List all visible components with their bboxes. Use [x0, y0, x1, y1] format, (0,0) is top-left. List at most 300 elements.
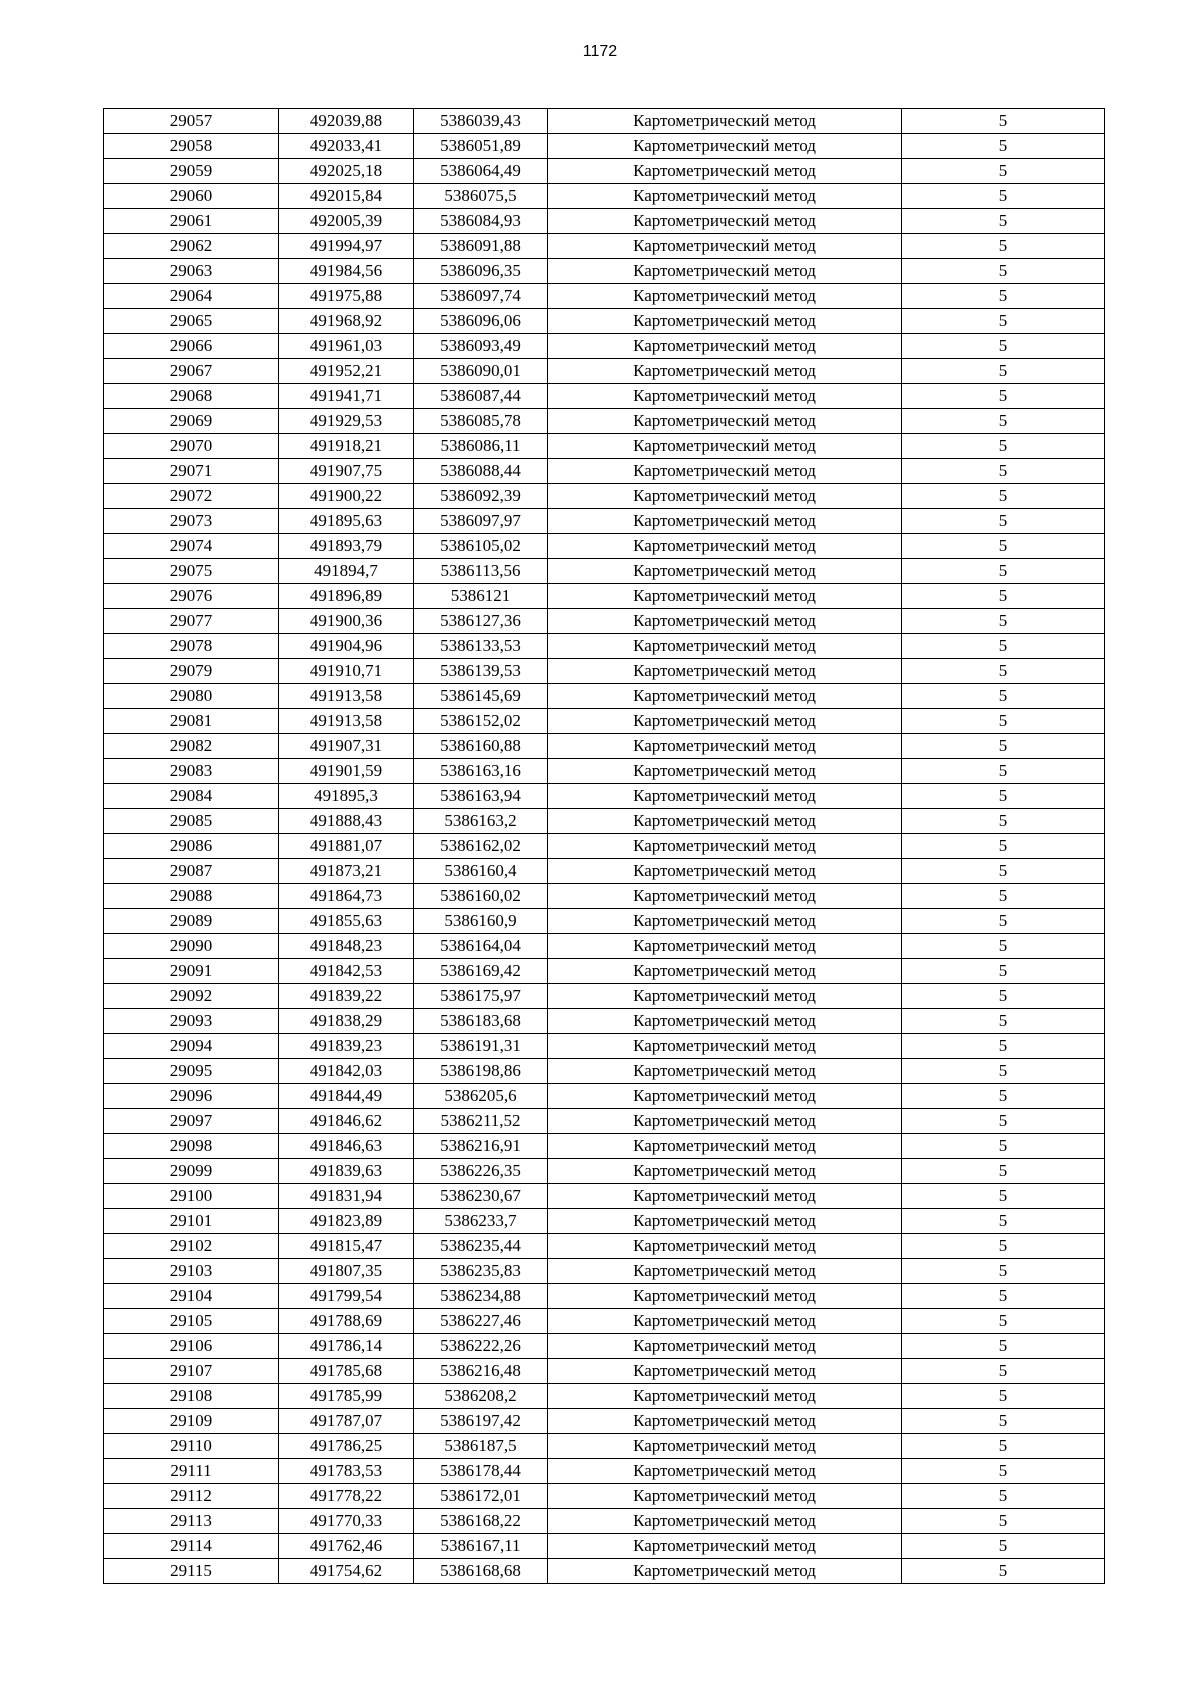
method-cell: Картометрический метод: [548, 1534, 902, 1559]
table-row: [104, 1434, 1105, 1459]
point-number-cell: 29066: [104, 334, 279, 359]
method-cell: Картометрический метод: [548, 459, 902, 484]
y-coordinate-cell: 5386096,06: [414, 309, 548, 334]
accuracy-cell: 5: [902, 1384, 1105, 1409]
x-coordinate-cell: 491839,22: [279, 984, 414, 1009]
accuracy-cell: 5: [902, 1209, 1105, 1234]
x-coordinate-cell: 491842,03: [279, 1059, 414, 1084]
y-coordinate-cell: 5386163,2: [414, 809, 548, 834]
accuracy-cell: 5: [902, 984, 1105, 1009]
y-coordinate-cell: 5386163,94: [414, 784, 548, 809]
method-cell: Картометрический метод: [548, 784, 902, 809]
x-coordinate-cell: 491901,59: [279, 759, 414, 784]
y-coordinate-cell: 5386152,02: [414, 709, 548, 734]
point-number-cell: 29084: [104, 784, 279, 809]
accuracy-cell: 5: [902, 884, 1105, 909]
accuracy-cell: 5: [902, 909, 1105, 934]
y-coordinate-cell: 5386163,16: [414, 759, 548, 784]
table-row: [104, 359, 1105, 384]
y-coordinate-cell: 5386160,4: [414, 859, 548, 884]
table-row: [104, 1134, 1105, 1159]
x-coordinate-cell: 491864,73: [279, 884, 414, 909]
point-number-cell: 29074: [104, 534, 279, 559]
x-coordinate-cell: 491896,89: [279, 584, 414, 609]
method-cell: Картометрический метод: [548, 509, 902, 534]
y-coordinate-cell: 5386092,39: [414, 484, 548, 509]
x-coordinate-cell: 491846,62: [279, 1109, 414, 1134]
accuracy-cell: 5: [902, 1034, 1105, 1059]
table-row: [104, 634, 1105, 659]
accuracy-cell: 5: [902, 209, 1105, 234]
accuracy-cell: 5: [902, 384, 1105, 409]
y-coordinate-cell: 5386211,52: [414, 1109, 548, 1134]
y-coordinate-cell: 5386075,5: [414, 184, 548, 209]
method-cell: Картометрический метод: [548, 1184, 902, 1209]
y-coordinate-cell: 5386183,68: [414, 1009, 548, 1034]
x-coordinate-cell: 491984,56: [279, 259, 414, 284]
x-coordinate-cell: 491823,89: [279, 1209, 414, 1234]
y-coordinate-cell: 5386088,44: [414, 459, 548, 484]
table-row: [104, 1084, 1105, 1109]
x-coordinate-cell: 491783,53: [279, 1459, 414, 1484]
accuracy-cell: 5: [902, 134, 1105, 159]
accuracy-cell: 5: [902, 684, 1105, 709]
method-cell: Картометрический метод: [548, 1159, 902, 1184]
y-coordinate-cell: 5386121: [414, 584, 548, 609]
x-coordinate-cell: 491895,63: [279, 509, 414, 534]
point-number-cell: 29098: [104, 1134, 279, 1159]
method-cell: Картометрический метод: [548, 1109, 902, 1134]
accuracy-cell: 5: [902, 484, 1105, 509]
accuracy-cell: 5: [902, 184, 1105, 209]
method-cell: Картометрический метод: [548, 384, 902, 409]
y-coordinate-cell: 5386233,7: [414, 1209, 548, 1234]
table-row: [104, 1534, 1105, 1559]
y-coordinate-cell: 5386205,6: [414, 1084, 548, 1109]
method-cell: Картометрический метод: [548, 359, 902, 384]
table-row: [104, 134, 1105, 159]
x-coordinate-cell: 491785,99: [279, 1384, 414, 1409]
accuracy-cell: 5: [902, 784, 1105, 809]
accuracy-cell: 5: [902, 659, 1105, 684]
y-coordinate-cell: 5386160,88: [414, 734, 548, 759]
y-coordinate-cell: 5386168,22: [414, 1509, 548, 1534]
table-row: [104, 434, 1105, 459]
y-coordinate-cell: 5386093,49: [414, 334, 548, 359]
method-cell: Картометрический метод: [548, 1359, 902, 1384]
method-cell: Картометрический метод: [548, 484, 902, 509]
y-coordinate-cell: 5386175,97: [414, 984, 548, 1009]
x-coordinate-cell: 491844,49: [279, 1084, 414, 1109]
accuracy-cell: 5: [902, 534, 1105, 559]
accuracy-cell: 5: [902, 259, 1105, 284]
point-number-cell: 29063: [104, 259, 279, 284]
table-row: [104, 259, 1105, 284]
y-coordinate-cell: 5386172,01: [414, 1484, 548, 1509]
method-cell: Картометрический метод: [548, 1559, 902, 1584]
accuracy-cell: 5: [902, 1434, 1105, 1459]
x-coordinate-cell: 491754,62: [279, 1559, 414, 1584]
x-coordinate-cell: 491913,58: [279, 684, 414, 709]
method-cell: Картометрический метод: [548, 309, 902, 334]
x-coordinate-cell: 491855,63: [279, 909, 414, 934]
point-number-cell: 29106: [104, 1334, 279, 1359]
point-number-cell: 29057: [104, 109, 279, 134]
method-cell: Картометрический метод: [548, 259, 902, 284]
y-coordinate-cell: 5386167,11: [414, 1534, 548, 1559]
y-coordinate-cell: 5386178,44: [414, 1459, 548, 1484]
y-coordinate-cell: 5386208,2: [414, 1384, 548, 1409]
method-cell: Картометрический метод: [548, 734, 902, 759]
x-coordinate-cell: 491831,94: [279, 1184, 414, 1209]
point-number-cell: 29115: [104, 1559, 279, 1584]
y-coordinate-cell: 5386160,9: [414, 909, 548, 934]
table-row: [104, 159, 1105, 184]
x-coordinate-cell: 491929,53: [279, 409, 414, 434]
table-row: [104, 1409, 1105, 1434]
point-number-cell: 29108: [104, 1384, 279, 1409]
point-number-cell: 29090: [104, 934, 279, 959]
accuracy-cell: 5: [902, 584, 1105, 609]
y-coordinate-cell: 5386064,49: [414, 159, 548, 184]
table-row: [104, 559, 1105, 584]
y-coordinate-cell: 5386139,53: [414, 659, 548, 684]
point-number-cell: 29068: [104, 384, 279, 409]
method-cell: Картометрический метод: [548, 584, 902, 609]
x-coordinate-cell: 491918,21: [279, 434, 414, 459]
x-coordinate-cell: 491842,53: [279, 959, 414, 984]
y-coordinate-cell: 5386096,35: [414, 259, 548, 284]
point-number-cell: 29094: [104, 1034, 279, 1059]
point-number-cell: 29059: [104, 159, 279, 184]
point-number-cell: 29077: [104, 609, 279, 634]
point-number-cell: 29082: [104, 734, 279, 759]
accuracy-cell: 5: [902, 1284, 1105, 1309]
x-coordinate-cell: 492015,84: [279, 184, 414, 209]
table-row: [104, 609, 1105, 634]
y-coordinate-cell: 5386091,88: [414, 234, 548, 259]
y-coordinate-cell: 5386090,01: [414, 359, 548, 384]
x-coordinate-cell: 491838,29: [279, 1009, 414, 1034]
method-cell: Картометрический метод: [548, 1484, 902, 1509]
point-number-cell: 29091: [104, 959, 279, 984]
method-cell: Картометрический метод: [548, 934, 902, 959]
x-coordinate-cell: 491900,22: [279, 484, 414, 509]
method-cell: Картометрический метод: [548, 109, 902, 134]
y-coordinate-cell: 5386097,74: [414, 284, 548, 309]
table-row: [104, 1109, 1105, 1134]
table-row: [104, 184, 1105, 209]
accuracy-cell: 5: [902, 359, 1105, 384]
y-coordinate-cell: 5386235,44: [414, 1234, 548, 1259]
x-coordinate-cell: 491839,63: [279, 1159, 414, 1184]
table-row: [104, 1034, 1105, 1059]
method-cell: Картометрический метод: [548, 134, 902, 159]
point-number-cell: 29086: [104, 834, 279, 859]
table-row: [104, 1509, 1105, 1534]
method-cell: Картометрический метод: [548, 834, 902, 859]
method-cell: Картометрический метод: [548, 684, 902, 709]
method-cell: Картометрический метод: [548, 634, 902, 659]
method-cell: Картометрический метод: [548, 534, 902, 559]
table-row: [104, 1059, 1105, 1084]
y-coordinate-cell: 5386234,88: [414, 1284, 548, 1309]
y-coordinate-cell: 5386039,43: [414, 109, 548, 134]
accuracy-cell: 5: [902, 609, 1105, 634]
table-row: [104, 984, 1105, 1009]
table-row: [104, 1259, 1105, 1284]
accuracy-cell: 5: [902, 959, 1105, 984]
accuracy-cell: 5: [902, 559, 1105, 584]
accuracy-cell: 5: [902, 109, 1105, 134]
x-coordinate-cell: 491961,03: [279, 334, 414, 359]
table-row: [104, 784, 1105, 809]
x-coordinate-cell: 491770,33: [279, 1509, 414, 1534]
y-coordinate-cell: 5386133,53: [414, 634, 548, 659]
accuracy-cell: 5: [902, 1059, 1105, 1084]
table-row: [104, 659, 1105, 684]
method-cell: Картометрический метод: [548, 1209, 902, 1234]
y-coordinate-cell: 5386113,56: [414, 559, 548, 584]
method-cell: Картометрический метод: [548, 609, 902, 634]
x-coordinate-cell: 491907,31: [279, 734, 414, 759]
method-cell: Картометрический метод: [548, 1459, 902, 1484]
point-number-cell: 29100: [104, 1184, 279, 1209]
method-cell: Картометрический метод: [548, 709, 902, 734]
x-coordinate-cell: 492039,88: [279, 109, 414, 134]
x-coordinate-cell: 491895,3: [279, 784, 414, 809]
x-coordinate-cell: 491893,79: [279, 534, 414, 559]
accuracy-cell: 5: [902, 1484, 1105, 1509]
accuracy-cell: 5: [902, 1234, 1105, 1259]
table-row: [104, 884, 1105, 909]
y-coordinate-cell: 5386086,11: [414, 434, 548, 459]
point-number-cell: 29088: [104, 884, 279, 909]
method-cell: Картометрический метод: [548, 1084, 902, 1109]
method-cell: Картометрический метод: [548, 1434, 902, 1459]
table-row: [104, 1334, 1105, 1359]
table-row: [104, 309, 1105, 334]
table-row: [104, 1459, 1105, 1484]
y-coordinate-cell: 5386227,46: [414, 1309, 548, 1334]
point-number-cell: 29089: [104, 909, 279, 934]
point-number-cell: 29099: [104, 1159, 279, 1184]
page-number: 1172: [582, 43, 618, 60]
accuracy-cell: 5: [902, 634, 1105, 659]
method-cell: Картометрический метод: [548, 184, 902, 209]
point-number-cell: 29076: [104, 584, 279, 609]
table-row: [104, 1184, 1105, 1209]
table-row: [104, 484, 1105, 509]
x-coordinate-cell: 491910,71: [279, 659, 414, 684]
method-cell: Картометрический метод: [548, 1134, 902, 1159]
x-coordinate-cell: 491778,22: [279, 1484, 414, 1509]
x-coordinate-cell: 492025,18: [279, 159, 414, 184]
x-coordinate-cell: 491788,69: [279, 1309, 414, 1334]
x-coordinate-cell: 491785,68: [279, 1359, 414, 1384]
method-cell: Картометрический метод: [548, 1234, 902, 1259]
x-coordinate-cell: 491913,58: [279, 709, 414, 734]
accuracy-cell: 5: [902, 759, 1105, 784]
method-cell: Картометрический метод: [548, 1509, 902, 1534]
method-cell: Картометрический метод: [548, 809, 902, 834]
table-row: [104, 384, 1105, 409]
method-cell: Картометрический метод: [548, 984, 902, 1009]
point-number-cell: 29062: [104, 234, 279, 259]
point-number-cell: 29085: [104, 809, 279, 834]
x-coordinate-cell: 491786,14: [279, 1334, 414, 1359]
method-cell: Картометрический метод: [548, 759, 902, 784]
table-row: [104, 334, 1105, 359]
table-row: [104, 1359, 1105, 1384]
x-coordinate-cell: 491952,21: [279, 359, 414, 384]
x-coordinate-cell: 491904,96: [279, 634, 414, 659]
table-row: [104, 109, 1105, 134]
point-number-cell: 29070: [104, 434, 279, 459]
method-cell: Картометрический метод: [548, 1309, 902, 1334]
table-row: [104, 1284, 1105, 1309]
method-cell: Картометрический метод: [548, 284, 902, 309]
y-coordinate-cell: 5386084,93: [414, 209, 548, 234]
point-number-cell: 29064: [104, 284, 279, 309]
accuracy-cell: 5: [902, 409, 1105, 434]
point-number-cell: 29087: [104, 859, 279, 884]
x-coordinate-cell: 491786,25: [279, 1434, 414, 1459]
method-cell: Картометрический метод: [548, 159, 902, 184]
accuracy-cell: 5: [902, 459, 1105, 484]
accuracy-cell: 5: [902, 1134, 1105, 1159]
x-coordinate-cell: 491762,46: [279, 1534, 414, 1559]
table-row: [104, 1559, 1105, 1584]
method-cell: Картометрический метод: [548, 1059, 902, 1084]
method-cell: Картометрический метод: [548, 659, 902, 684]
table-row: [104, 959, 1105, 984]
x-coordinate-cell: 491799,54: [279, 1284, 414, 1309]
y-coordinate-cell: 5386226,35: [414, 1159, 548, 1184]
point-number-cell: 29092: [104, 984, 279, 1009]
y-coordinate-cell: 5386191,31: [414, 1034, 548, 1059]
point-number-cell: 29073: [104, 509, 279, 534]
x-coordinate-cell: 491848,23: [279, 934, 414, 959]
point-number-cell: 29110: [104, 1434, 279, 1459]
y-coordinate-cell: 5386164,04: [414, 934, 548, 959]
y-coordinate-cell: 5386169,42: [414, 959, 548, 984]
y-coordinate-cell: 5386230,67: [414, 1184, 548, 1209]
method-cell: Картометрический метод: [548, 1384, 902, 1409]
coordinates-table: [103, 108, 1105, 1584]
point-number-cell: 29078: [104, 634, 279, 659]
x-coordinate-cell: 492005,39: [279, 209, 414, 234]
table-row: [104, 509, 1105, 534]
method-cell: Картометрический метод: [548, 859, 902, 884]
point-number-cell: 29101: [104, 1209, 279, 1234]
table-row: [104, 1159, 1105, 1184]
point-number-cell: 29104: [104, 1284, 279, 1309]
table-row: [104, 834, 1105, 859]
y-coordinate-cell: 5386222,26: [414, 1334, 548, 1359]
y-coordinate-cell: 5386127,36: [414, 609, 548, 634]
x-coordinate-cell: 491839,23: [279, 1034, 414, 1059]
y-coordinate-cell: 5386105,02: [414, 534, 548, 559]
point-number-cell: 29083: [104, 759, 279, 784]
table-row: [104, 284, 1105, 309]
method-cell: Картометрический метод: [548, 434, 902, 459]
method-cell: Картометрический метод: [548, 209, 902, 234]
method-cell: Картометрический метод: [548, 334, 902, 359]
x-coordinate-cell: 491787,07: [279, 1409, 414, 1434]
point-number-cell: 29065: [104, 309, 279, 334]
x-coordinate-cell: 491968,92: [279, 309, 414, 334]
accuracy-cell: 5: [902, 159, 1105, 184]
y-coordinate-cell: 5386051,89: [414, 134, 548, 159]
y-coordinate-cell: 5386085,78: [414, 409, 548, 434]
point-number-cell: 29093: [104, 1009, 279, 1034]
table-row: [104, 1384, 1105, 1409]
x-coordinate-cell: 491873,21: [279, 859, 414, 884]
table-row: [104, 459, 1105, 484]
point-number-cell: 29097: [104, 1109, 279, 1134]
point-number-cell: 29114: [104, 1534, 279, 1559]
accuracy-cell: 5: [902, 1409, 1105, 1434]
point-number-cell: 29111: [104, 1459, 279, 1484]
point-number-cell: 29113: [104, 1509, 279, 1534]
table-row: [104, 534, 1105, 559]
accuracy-cell: 5: [902, 284, 1105, 309]
point-number-cell: 29107: [104, 1359, 279, 1384]
accuracy-cell: 5: [902, 1084, 1105, 1109]
accuracy-cell: 5: [902, 809, 1105, 834]
y-coordinate-cell: 5386197,42: [414, 1409, 548, 1434]
table-row: [104, 859, 1105, 884]
accuracy-cell: 5: [902, 859, 1105, 884]
y-coordinate-cell: 5386097,97: [414, 509, 548, 534]
coordinates-table-body: [104, 109, 1105, 1584]
accuracy-cell: 5: [902, 234, 1105, 259]
method-cell: Картометрический метод: [548, 1334, 902, 1359]
point-number-cell: 29080: [104, 684, 279, 709]
point-number-cell: 29102: [104, 1234, 279, 1259]
point-number-cell: 29081: [104, 709, 279, 734]
table-row: [104, 909, 1105, 934]
method-cell: Картометрический метод: [548, 409, 902, 434]
y-coordinate-cell: 5386145,69: [414, 684, 548, 709]
point-number-cell: 29061: [104, 209, 279, 234]
method-cell: Картометрический метод: [548, 1284, 902, 1309]
accuracy-cell: 5: [902, 1184, 1105, 1209]
x-coordinate-cell: 491900,36: [279, 609, 414, 634]
method-cell: Картометрический метод: [548, 1259, 902, 1284]
method-cell: Картометрический метод: [548, 1409, 902, 1434]
table-row: [104, 684, 1105, 709]
point-number-cell: 29069: [104, 409, 279, 434]
accuracy-cell: 5: [902, 1334, 1105, 1359]
x-coordinate-cell: 491888,43: [279, 809, 414, 834]
x-coordinate-cell: 492033,41: [279, 134, 414, 159]
point-number-cell: 29112: [104, 1484, 279, 1509]
table-row: [104, 934, 1105, 959]
accuracy-cell: 5: [902, 334, 1105, 359]
point-number-cell: 29072: [104, 484, 279, 509]
method-cell: Картометрический метод: [548, 959, 902, 984]
accuracy-cell: 5: [902, 709, 1105, 734]
accuracy-cell: 5: [902, 309, 1105, 334]
table-row: [104, 709, 1105, 734]
x-coordinate-cell: 491815,47: [279, 1234, 414, 1259]
x-coordinate-cell: 491994,97: [279, 234, 414, 259]
point-number-cell: 29096: [104, 1084, 279, 1109]
accuracy-cell: 5: [902, 1009, 1105, 1034]
point-number-cell: 29071: [104, 459, 279, 484]
